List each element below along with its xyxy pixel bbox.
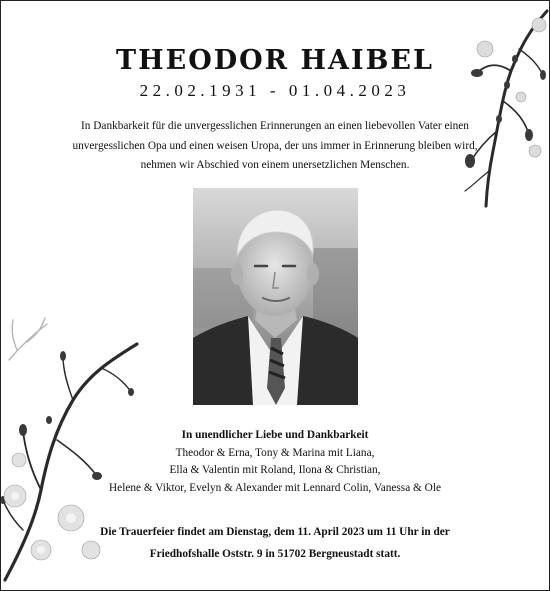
life-dates: 22.02.1931 - 01.04.2023 — [139, 81, 411, 100]
family-section — [1, 427, 549, 497]
family-line: Theodor & Erna, Tony & Marina mit Liana, — [175, 446, 375, 459]
funeral-info — [1, 522, 549, 565]
blossom-branch-icon — [459, 1, 549, 211]
portrait-photo — [193, 188, 358, 405]
intro-line: In Dankbarkeit für die unvergesslichen Erinnerungen an einen liebevollen Vater einen — [81, 120, 469, 132]
deceased-name: THEODOR HAIBEL — [116, 45, 434, 76]
family-heading: In unendlicher Liebe und Dankbarkeit — [181, 429, 369, 441]
intro-text — [41, 117, 509, 176]
family-line: Helene & Viktor, Evelyn & Alexander mit Lennard Colin, Vanessa & Ole — [109, 481, 441, 494]
funeral-line: Friedhofshalle Oststr. 9 in 51702 Bergneustadt statt. — [149, 547, 401, 560]
family-line: Ella & Valentin mit Roland, Ilona & Christian, — [169, 464, 381, 476]
intro-line: unvergesslichen Opa und einen weisen Uropa, der uns immer in Erinnerung bleiben wird, — [72, 139, 478, 152]
funeral-line: Die Trauerfeier findet am Dienstag, dem 11. April 2023 um 11 Uhr in der — [100, 526, 450, 538]
intro-line: nehmen wir Abschied von einem unersetzlichen Menschen. — [140, 159, 410, 171]
